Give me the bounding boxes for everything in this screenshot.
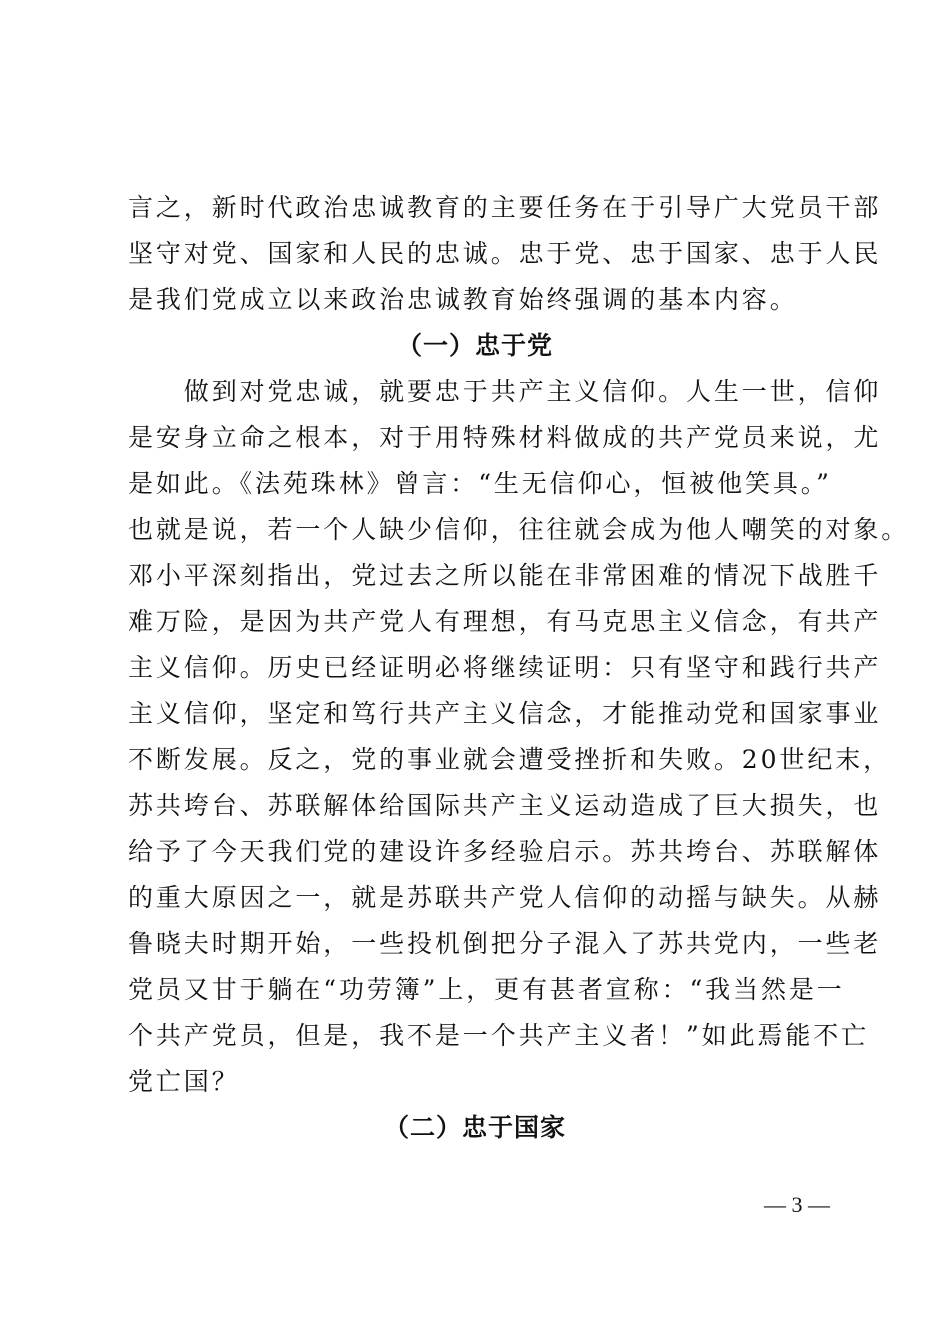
section-heading-loyal-to-country: （二）忠于国家 (383, 1113, 566, 1142)
paragraph-line: 是安身立命之根本，对于用特殊材料做成的共产党员来说，尤 (128, 423, 882, 452)
paragraph-line: 党亡国？ (128, 1067, 240, 1096)
paragraph-line: 不断发展。反之，党的事业就会遭受挫折和失败。20世纪末， (128, 745, 892, 774)
paragraph-line: 党员又甘于躺在“功劳簿”上，更有甚者宣称：“我当然是一 (128, 975, 845, 1004)
paragraph-line: 是如此。《法苑珠林》曾言：“生无信仰心，恒被他笑具。” (128, 469, 832, 498)
paragraph-line: 个共产党员，但是，我不是一个共产主义者！”如此焉能不亡 (128, 1021, 870, 1050)
paragraph-line: 鲁晓夫时期开始，一些投机倒把分子混入了苏共党内，一些老 (128, 929, 882, 958)
paragraph-line: 邓小平深刻指出，党过去之所以能在非常困难的情况下战胜千 (128, 561, 882, 590)
paragraph-line: 给予了今天我们党的建设许多经验启示。苏共垮台、苏联解体 (128, 837, 882, 866)
paragraph-line: 难万险，是因为共产党人有理想，有马克思主义信念，有共产 (128, 607, 882, 636)
paragraph-line: 主义信仰。历史已经证明必将继续证明：只有坚守和践行共产 (128, 653, 882, 682)
paragraph-line: 做到对党忠诚，就要忠于共产主义信仰。人生一世，信仰 (128, 377, 882, 406)
paragraph-line: 也就是说，若一个人缺少信仰，往往就会成为他人嘲笑的对象。 (128, 515, 910, 544)
intro-line: 是我们党成立以来政治忠诚教育始终强调的基本内容。 (128, 285, 798, 314)
intro-line: 坚守对党、国家和人民的忠诚。忠于党、忠于国家、忠于人民 (128, 239, 882, 268)
page-number: — 3 — (764, 1192, 830, 1217)
section-heading-loyal-to-party: （一）忠于党 (396, 331, 553, 360)
paragraph-line: 主义信仰，坚定和笃行共产主义信念，才能推动党和国家事业 (128, 699, 882, 728)
intro-line: 言之，新时代政治忠诚教育的主要任务在于引导广大党员干部 (128, 193, 882, 222)
paragraph-line: 苏共垮台、苏联解体给国际共产主义运动造成了巨大损失，也 (128, 791, 882, 820)
paragraph-line: 的重大原因之一，就是苏联共产党人信仰的动摇与缺失。从赫 (128, 883, 882, 912)
